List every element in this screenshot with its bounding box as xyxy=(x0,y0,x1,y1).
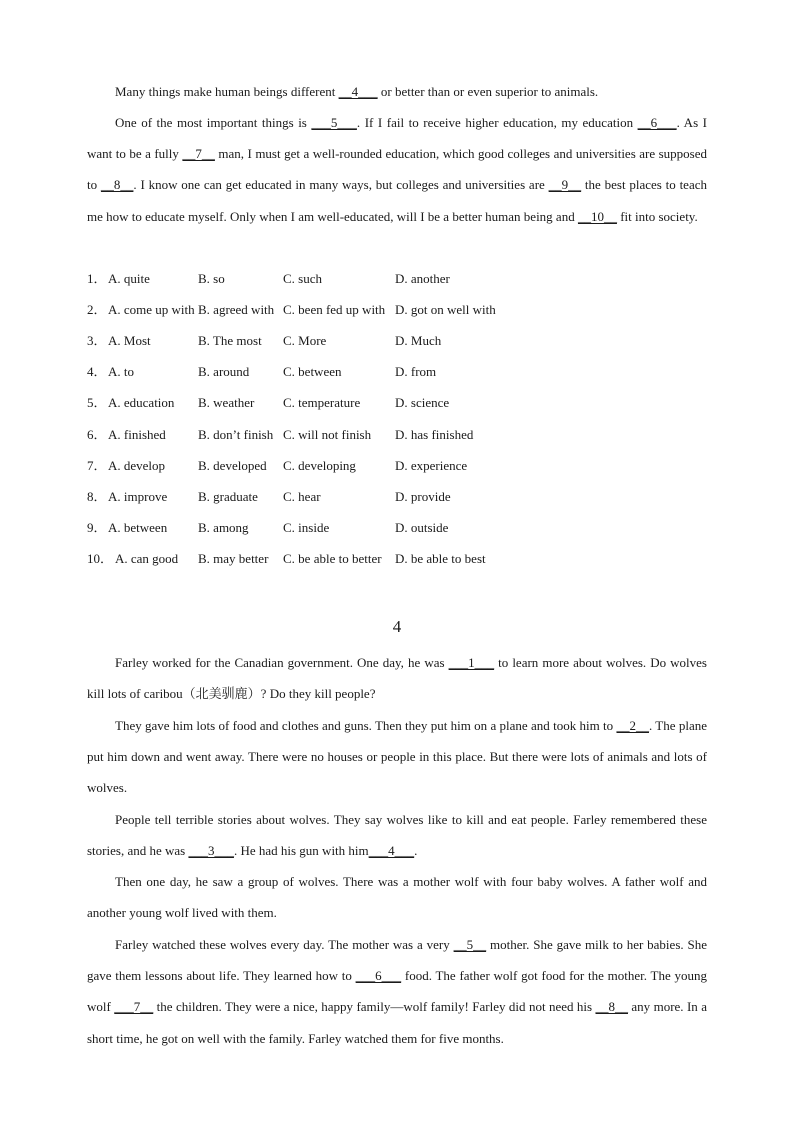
text: One of the most important things is xyxy=(115,115,312,130)
option-d: D. another xyxy=(395,271,450,286)
question-number: 8． xyxy=(87,489,107,504)
blank-8: __8__ xyxy=(595,999,628,1015)
text: to learn more about wolves. Do wolves kill lots of caribou（北美驯鹿）? Do they kill people? xyxy=(87,655,707,702)
option-a: A. between xyxy=(108,520,168,535)
option-a: A. finished xyxy=(108,427,166,442)
option-b: B. The most xyxy=(198,333,262,348)
option-c: C. such xyxy=(283,271,322,286)
option-c: C. temperature xyxy=(283,395,361,410)
passage4-paragraph-1 xyxy=(87,647,707,709)
option-d: D. science xyxy=(395,395,450,410)
text: . He had his gun with him xyxy=(233,843,369,859)
option-d: D. Much xyxy=(395,333,442,348)
text: the children. They were a nice, happy family—wolf family! Farley did not need his xyxy=(153,999,596,1015)
text: They gave him lots of food and clothes and guns. Then they put him on a plane and took him to xyxy=(115,718,617,733)
blank-9: __9__ xyxy=(548,177,582,193)
blank-5: __5__ xyxy=(453,937,487,952)
text: mother. She gave milk to her babies. She gave them lessons about life. They learned how to xyxy=(87,937,707,984)
option-c: C. inside xyxy=(283,520,330,535)
text: food. The father wolf got food for the mother. The young wolf xyxy=(87,968,707,1015)
option-d: D. has finished xyxy=(395,427,474,442)
option-c: C. will not finish xyxy=(283,427,372,442)
passage4-paragraph-2 xyxy=(87,710,707,804)
option-a: A. to xyxy=(108,364,134,379)
blank-7: ___7__ xyxy=(114,999,154,1015)
blank-4: __4___ xyxy=(338,84,378,99)
option-d: D. provide xyxy=(395,489,451,504)
section-number: 4 xyxy=(392,617,402,636)
blank-3: ___3___ xyxy=(188,843,234,859)
text: any more. In a short time, he got on well with the family. Farley watched them for five months. xyxy=(87,999,707,1046)
question-number: 5． xyxy=(87,395,107,410)
blank-6: ___6___ xyxy=(355,968,402,984)
option-d: D. got on well with xyxy=(395,302,496,317)
option-b: B. weather xyxy=(198,395,255,410)
option-a: A. come up with xyxy=(108,302,195,317)
blank-4: ___4___ xyxy=(368,843,415,859)
text: People tell terrible stories about wolves. They say wolves like to kill and eat people. Farley remembered these stories, and he was xyxy=(87,812,707,859)
passage4-paragraph-5 xyxy=(87,929,707,1054)
blank-2: __2__ xyxy=(616,718,649,733)
option-a: A. can good xyxy=(115,551,179,566)
question-number: 9． xyxy=(87,520,107,535)
option-b: B. around xyxy=(198,364,250,379)
option-d: D. outside xyxy=(395,520,449,535)
text: . xyxy=(414,843,418,859)
option-a: A. improve xyxy=(108,489,168,504)
text: fit into society. xyxy=(616,208,698,224)
option-a: A. education xyxy=(108,395,175,410)
question-number: 6． xyxy=(87,427,107,442)
text: Many things make human beings different xyxy=(115,84,339,99)
option-b: B. so xyxy=(198,271,225,286)
question-number: 7． xyxy=(87,458,107,473)
text: Farley worked for the Canadian government. One day, he was xyxy=(115,655,449,670)
option-a: A. quite xyxy=(108,271,150,286)
text: Farley watched these wolves every day. The mother was a very xyxy=(115,937,454,952)
text: . If I fail to receive higher education, my education xyxy=(356,115,638,130)
blank-10: __10__ xyxy=(577,208,617,224)
option-c: C. between xyxy=(283,364,342,379)
blank-8: __8__ xyxy=(100,177,134,193)
option-c: C. developing xyxy=(283,458,356,473)
option-c: C. be able to better xyxy=(283,551,382,566)
text: or better than or even superior to animals. xyxy=(377,84,599,99)
question-number: 10． xyxy=(87,551,114,566)
passage4-paragraph-3 xyxy=(87,804,707,866)
option-b: B. developed xyxy=(198,458,267,473)
blank-1: ___1___ xyxy=(448,655,495,670)
text: . As I want to be a fully xyxy=(87,115,707,162)
question-number: 4． xyxy=(87,364,107,379)
text: . The plane put him down and went away. There were no houses or people in this place. But there were lots of animals and lots of wolves. xyxy=(87,718,707,796)
text: . I know one can get educated in many ways, but colleges and universities are xyxy=(133,177,549,193)
question-number: 2． xyxy=(87,302,107,317)
blank-7: __7__ xyxy=(182,146,215,162)
option-b: B. graduate xyxy=(198,489,258,504)
option-b: B. may better xyxy=(198,551,269,566)
option-b: B. among xyxy=(198,520,249,535)
option-b: B. agreed with xyxy=(198,302,275,317)
question-number: 1． xyxy=(87,271,107,286)
text: the best places to teach me how to educate myself. Only when I am well-educated, will I be a better human being and xyxy=(87,177,707,224)
option-d: D. from xyxy=(395,364,437,379)
passage3-paragraph-2 xyxy=(87,107,707,232)
text: Then one day, he saw a group of wolves. There was a mother wolf with four baby wolves. A father wolf and another young wolf lived with them. xyxy=(87,874,707,921)
option-d: D. experience xyxy=(395,458,468,473)
passage3-paragraph-1 xyxy=(87,76,707,107)
option-a: A. develop xyxy=(108,458,166,473)
option-c: C. been fed up with xyxy=(283,302,386,317)
blank-5: ___5___ xyxy=(311,115,357,130)
blank-6: __6___ xyxy=(637,115,677,130)
option-c: C. hear xyxy=(283,489,321,504)
option-b: B. don’t finish xyxy=(198,427,274,442)
option-c: C. More xyxy=(283,333,327,348)
text: man, I must get a well-rounded education, which good colleges and universities are supposed to xyxy=(87,146,707,193)
passage4-paragraph-4 xyxy=(87,866,707,928)
option-a: A. Most xyxy=(108,333,151,348)
question-number: 3． xyxy=(87,333,107,348)
option-d: D. be able to best xyxy=(395,551,486,566)
